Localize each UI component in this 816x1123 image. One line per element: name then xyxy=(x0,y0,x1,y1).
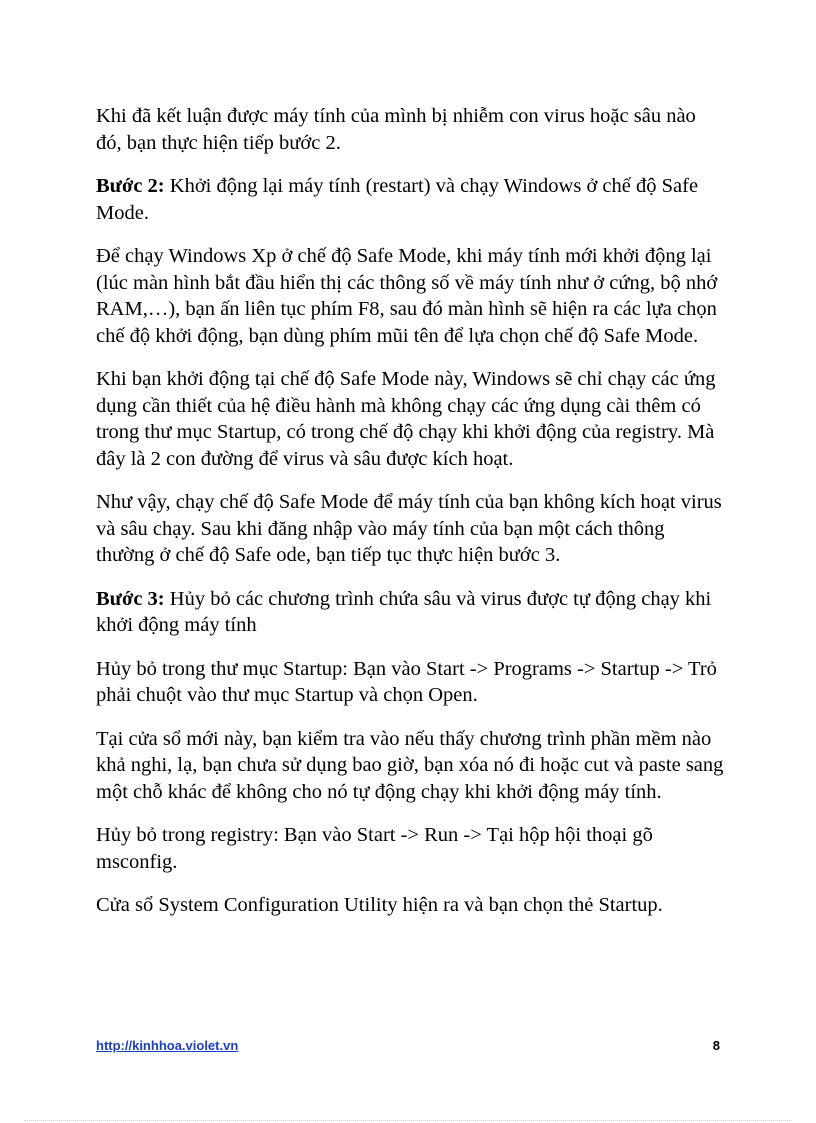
paragraph-1 xyxy=(96,103,724,156)
paragraph-3 xyxy=(96,243,724,349)
paragraph-text: Khởi động lại máy tính (restart) và chạy Windows ở chế độ Safe Mode. xyxy=(96,175,699,224)
footer-link[interactable]: http://kinhhoa.violet.vn xyxy=(96,1038,239,1053)
paragraph-text: Hủy bỏ các chương trình chứa sâu và virus được tự động chạy khi khởi động máy tính xyxy=(96,587,712,636)
paragraph-2 xyxy=(96,173,724,226)
paragraph-text: Như vậy, chạy chế độ Safe Mode để máy tính của bạn không kích hoạt virus và sâu chạy. Sau khi đăng nhập vào máy tính của bạn một cách thông thường ở chế độ Safe ode, bạn tiếp tục thực hiện bước 3. xyxy=(96,491,722,566)
paragraph-text: Khi đã kết luận được máy tính của mình bị nhiễm con virus hoặc sâu nào đó, bạn thực hiện tiếp bước 2. xyxy=(96,105,696,154)
paragraph-7 xyxy=(96,656,724,709)
page-bottom-border xyxy=(24,1120,792,1121)
page-number: 8 xyxy=(712,1038,720,1053)
paragraph-8 xyxy=(96,726,724,806)
paragraph-text: Khi bạn khởi động tại chế độ Safe Mode này, Windows sẽ chỉ chạy các ứng dụng cần thiết của hệ điều hành mà không chạy các ứng dụng cài thêm có trong thư mục Startup, có trong chế độ chạy khi khởi động của registry. Mà đây là 2 con đường để virus và sâu được kích hoạt. xyxy=(96,368,716,470)
step-2-label: Bước 2: xyxy=(96,175,165,197)
paragraph-text: Để chạy Windows Xp ở chế độ Safe Mode, khi máy tính mới khởi động lại (lúc màn hình bắt đầu hiển thị các thông số về máy tính như ở cứng, bộ nhớ RAM,…), bạn ấn liên tục phím F8, sau đó màn hình sẽ hiện ra các lựa chọn chế độ khởi động, bạn dùng phím mũi tên để lựa chọn chế độ Safe Mode. xyxy=(96,245,718,347)
paragraph-4 xyxy=(96,366,724,472)
paragraph-text: Hủy bỏ trong thư mục Startup: Bạn vào Start -> Programs -> Startup -> Trỏ phải chuột vào thư mục Startup và chọn Open. xyxy=(96,657,717,706)
paragraph-9 xyxy=(96,822,724,875)
paragraph-text: Hủy bỏ trong registry: Bạn vào Start -> Run -> Tại hộp hội thoại gõ msconfig. xyxy=(96,824,653,873)
paragraph-5 xyxy=(96,489,724,569)
page-footer xyxy=(96,1038,720,1056)
document-body xyxy=(96,103,724,936)
paragraph-text: Cửa sổ System Configuration Utility hiện ra và bạn chọn thẻ Startup. xyxy=(96,894,663,916)
step-3-label: Bước 3: xyxy=(96,587,165,610)
paragraph-6 xyxy=(96,586,724,639)
paragraph-10 xyxy=(96,892,724,919)
paragraph-text: Tại cửa sổ mới này, bạn kiểm tra vào nếu thấy chương trình phần mềm nào khả nghi, lạ, bạn chưa sử dụng bao giờ, bạn xóa nó đi hoặc cut và paste sang một chỗ khác để không cho nó tự động chạy khi khởi động máy tính. xyxy=(96,727,724,803)
